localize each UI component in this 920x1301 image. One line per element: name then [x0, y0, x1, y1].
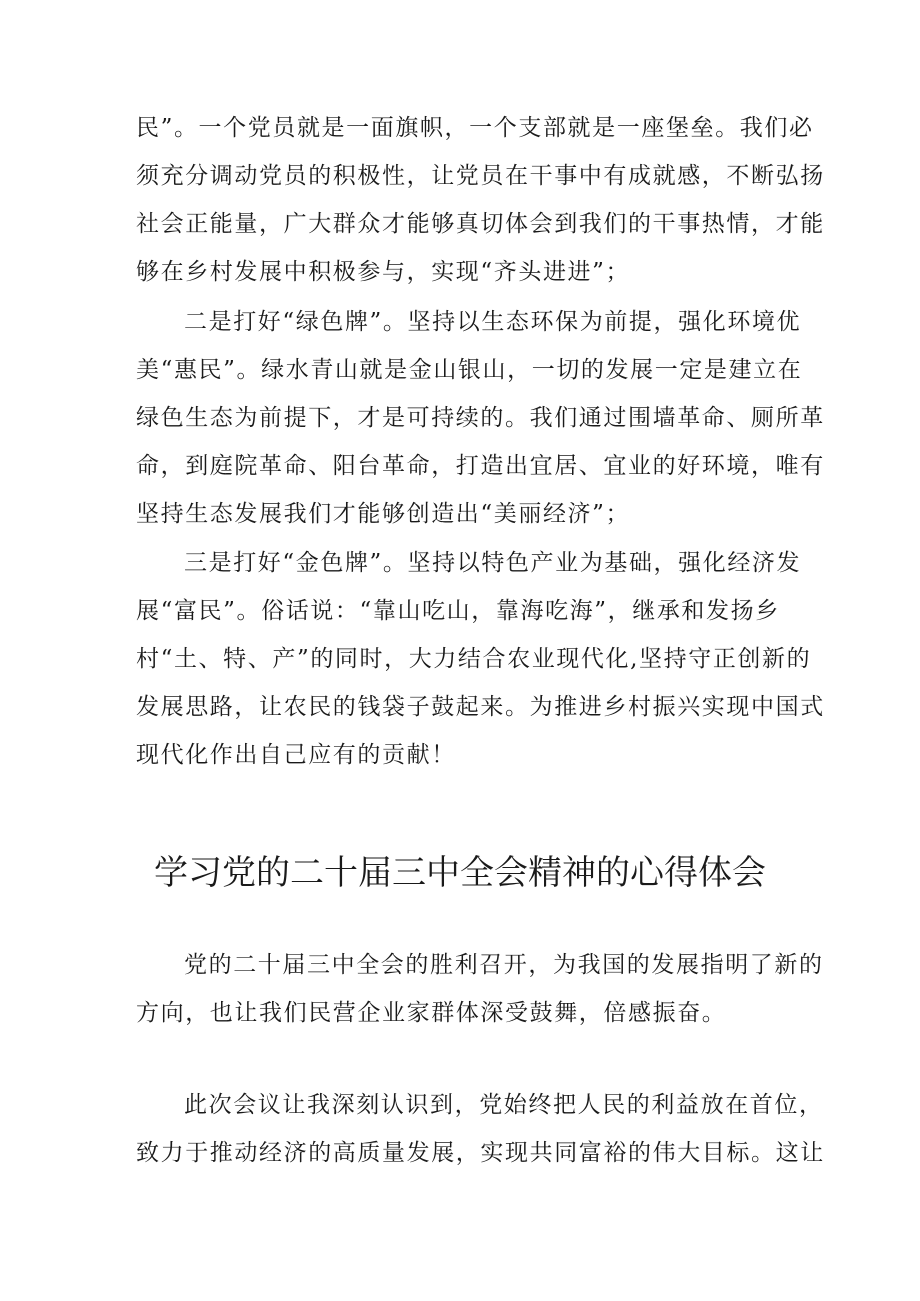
text-line: 美“惠民”。绿水青山就是金山银山，一切的发展一定是建立在 — [136, 357, 803, 383]
text-line: 发展思路，让农民的钱袋子鼓起来。为推进乡村振兴实现中国式 — [136, 694, 825, 720]
text-line: 二是打好“绿色牌”。坚持以生态环保为前提，强化环境优 — [184, 309, 802, 335]
text-line: 坚持生态发展我们才能够创造出“美丽经济”； — [136, 501, 631, 527]
text-line: 命，到庭院革命、阳台革命，打造出宜居、宜业的好环境，唯有 — [136, 453, 825, 479]
text-line: 民”。一个党员就是一面旗帜，一个支部就是一座堡垒。我们必 — [136, 115, 814, 141]
text-line: 展“富民”。俗话说：“靠山吃山，靠海吃海”，继承和发扬乡 — [136, 598, 780, 624]
text-line: 村“土、特、产”的同时，大力结合农业现代化,坚持守正创新的 — [136, 646, 812, 672]
text-line: 党的二十届三中全会的胜利召开，为我国的发展指明了新的 — [184, 952, 824, 978]
text-line: 致力于推动经济的高质量发展，实现共同富裕的伟大目标。这让 — [136, 1140, 825, 1166]
text-line: 须充分调动党员的积极性，让党员在干事中有成就感，不断弘扬 — [136, 163, 825, 189]
section-title: 学习党的二十届三中全会精神的心得体会 — [154, 853, 766, 893]
text-line: 现代化作出自己应有的贡献！ — [136, 742, 456, 768]
text-line: 此次会议让我深刻认识到，党始终把人民的利益放在首位， — [184, 1092, 824, 1118]
text-line: 社会正能量，广大群众才能够真切体会到我们的干事热情，才能 — [136, 211, 825, 237]
text-line: 方向，也让我们民营企业家群体深受鼓舞，倍感振奋。 — [136, 1000, 727, 1026]
text-line: 够在乡村发展中积极参与，实现“齐头进进”； — [136, 259, 631, 285]
text-line: 三是打好“金色牌”。坚持以特色产业为基础，强化经济发 — [184, 550, 802, 576]
text-line: 绿色生态为前提下，才是可持续的。我们通过围墙革命、厕所革 — [136, 405, 825, 431]
